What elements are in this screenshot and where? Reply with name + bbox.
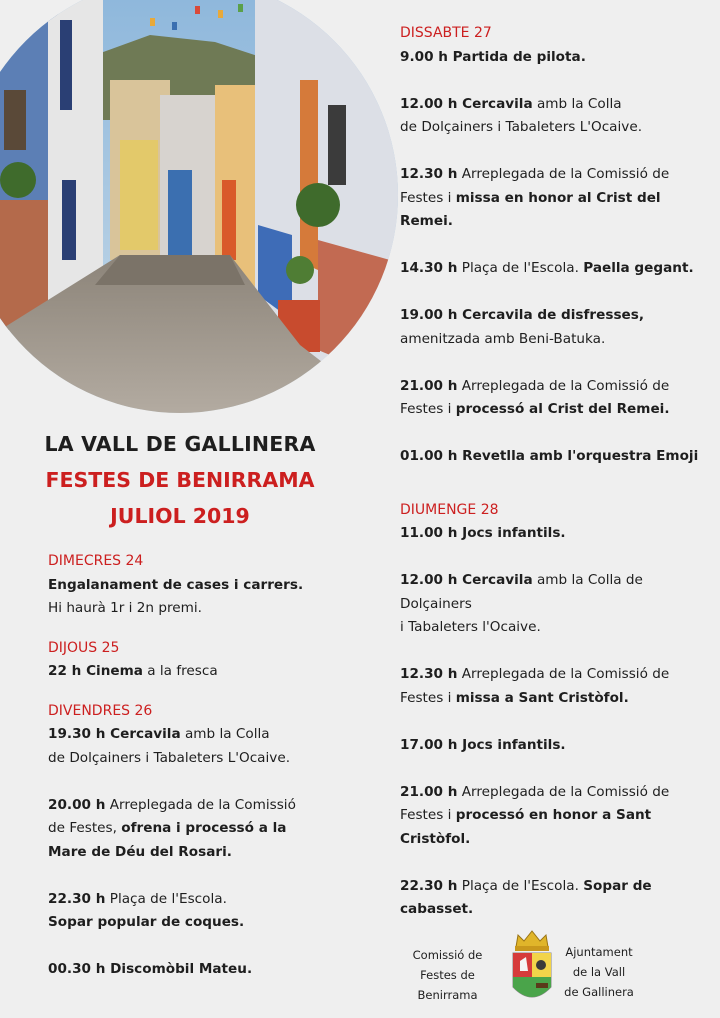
event-text: i Tabaleters l'Ocaive. bbox=[400, 619, 541, 635]
event-line bbox=[48, 794, 348, 818]
event-line bbox=[400, 375, 715, 399]
event-text-bold: missa a Sant Cristòfol. bbox=[455, 689, 629, 706]
event-line bbox=[48, 888, 348, 912]
schedule-event bbox=[400, 781, 715, 852]
event-text-bold: 20.00 h bbox=[48, 796, 106, 813]
day-section bbox=[48, 550, 348, 621]
day-heading: DIMECRES 24 bbox=[48, 553, 144, 569]
town-council-credit bbox=[558, 942, 640, 1002]
event-text-bold: ofrena i processó a la bbox=[121, 820, 287, 836]
village-street-photo bbox=[0, 0, 400, 422]
schedule-event bbox=[48, 794, 348, 865]
day-heading: DIJOUS 25 bbox=[48, 639, 120, 656]
event-text-bold: Cercavila bbox=[110, 726, 181, 742]
event-text: Festes i bbox=[400, 807, 456, 823]
event-line bbox=[48, 574, 348, 598]
event-text-bold: processó en honor a Sant bbox=[455, 807, 652, 823]
schedule-event bbox=[400, 734, 715, 758]
event-text-bold: Paella gegant. bbox=[583, 260, 694, 276]
event-text: Arreplegada de la Comissió bbox=[105, 796, 296, 813]
event-line bbox=[48, 723, 348, 747]
event-text: de Dolçainers i Tabaleters L'Ocaive. bbox=[48, 749, 291, 766]
commission-line: Comissió de bbox=[412, 948, 483, 962]
event-line bbox=[48, 841, 348, 865]
event-text-bold: 12.00 h Cercavila bbox=[400, 572, 533, 588]
event-text: Festes i bbox=[400, 189, 456, 206]
event-line bbox=[400, 163, 715, 187]
event-text-bold: 12.30 h bbox=[400, 166, 458, 182]
event-text-bold: 17.00 h Jocs infantils. bbox=[400, 736, 566, 753]
event-text: Arreplegada de la Comissió de bbox=[457, 783, 670, 800]
event-line bbox=[400, 328, 715, 352]
council-line: Ajuntament bbox=[565, 945, 633, 959]
event-text-bold: 11.00 h Jocs infantils. bbox=[400, 525, 566, 541]
event-line bbox=[400, 304, 715, 328]
event-line bbox=[400, 781, 715, 805]
event-text: Plaça de l'Escola. bbox=[457, 260, 584, 276]
event-text-bold: 12.30 h bbox=[400, 666, 458, 682]
commission-line: Festes de bbox=[420, 968, 475, 982]
schedule-event bbox=[48, 660, 348, 684]
day-section bbox=[400, 499, 715, 922]
event-text-bold: 01.00 h Revetlla amb l'orquestra Emoji bbox=[400, 448, 699, 464]
day-heading: DIUMENGE 28 bbox=[400, 501, 499, 518]
schedule-event bbox=[400, 93, 715, 140]
event-line bbox=[400, 93, 715, 117]
event-text: amb la Colla bbox=[180, 726, 270, 742]
schedule-event bbox=[400, 304, 715, 351]
right-schedule-column bbox=[400, 22, 715, 922]
event-text-bold: 22 h bbox=[48, 663, 87, 679]
event-text: Plaça de l'Escola. bbox=[105, 890, 227, 907]
event-text-bold: missa en honor al Crist del Remei. bbox=[400, 189, 661, 229]
schedule-event bbox=[400, 569, 715, 640]
event-text: de Festes, bbox=[48, 820, 122, 836]
schedule-event bbox=[400, 522, 715, 546]
event-text-bold: Mare de Déu del Rosari. bbox=[48, 843, 232, 860]
event-text: Plaça de l'Escola. bbox=[457, 877, 584, 894]
day-section bbox=[48, 637, 348, 684]
event-text-bold: Sopar de bbox=[583, 877, 652, 894]
event-text: Festes i bbox=[400, 401, 456, 417]
council-line: de Gallinera bbox=[564, 985, 634, 999]
event-text: de Dolçainers i Tabaleters L'Ocaive. bbox=[400, 119, 643, 135]
event-text: amb la Colla de bbox=[532, 572, 643, 588]
event-text: a la fresca bbox=[142, 663, 218, 679]
event-line bbox=[400, 569, 715, 593]
schedule-event bbox=[48, 574, 348, 621]
schedule-event bbox=[400, 257, 715, 281]
schedule-event bbox=[400, 163, 715, 234]
schedule-event bbox=[48, 888, 348, 935]
commission-credit bbox=[405, 945, 490, 1005]
event-line bbox=[48, 958, 348, 982]
schedule-event bbox=[400, 445, 715, 469]
event-line bbox=[400, 734, 715, 758]
event-text-bold: 22.30 h bbox=[400, 877, 458, 894]
day-heading: DISSABTE 27 bbox=[400, 25, 492, 41]
festival-title: FESTES DE BENIRRAMA bbox=[45, 468, 315, 492]
event-line bbox=[400, 522, 715, 546]
event-text-bold: Cinema bbox=[86, 663, 143, 679]
schedule-event bbox=[400, 375, 715, 422]
event-text-bold: processó al Crist del Remei. bbox=[455, 401, 670, 417]
event-text: Hi haurà 1r i 2n premi. bbox=[48, 600, 202, 616]
event-line bbox=[400, 687, 715, 711]
event-text-bold: 19.00 h Cercavila de disfresses, bbox=[400, 307, 645, 323]
event-text-bold: Sopar popular de coques. bbox=[48, 914, 245, 930]
event-text-bold: 14.30 h bbox=[400, 260, 458, 276]
event-text: Arreplegada de la Comissió de bbox=[457, 377, 670, 394]
event-line bbox=[400, 804, 715, 828]
event-line bbox=[400, 398, 715, 422]
event-line bbox=[400, 616, 715, 640]
event-line bbox=[400, 187, 715, 234]
event-line bbox=[400, 828, 715, 852]
event-text: Dolçainers bbox=[400, 595, 472, 612]
event-text: Arreplegada de la Comissió de bbox=[457, 166, 670, 182]
town-title: LA VALL DE GALLINERA bbox=[44, 432, 316, 456]
schedule-event bbox=[48, 723, 348, 770]
schedule-event bbox=[400, 46, 715, 70]
event-line bbox=[48, 817, 348, 841]
schedule-event bbox=[400, 875, 715, 922]
event-text-bold: 21.00 h bbox=[400, 377, 458, 394]
event-line bbox=[48, 747, 348, 771]
commission-line: Benirrama bbox=[417, 988, 478, 1002]
event-text: amb la Colla bbox=[532, 95, 622, 112]
event-text-bold: cabasset. bbox=[400, 901, 474, 917]
event-line bbox=[48, 660, 348, 684]
event-line bbox=[400, 663, 715, 687]
event-text-bold: 21.00 h bbox=[400, 783, 458, 800]
event-line bbox=[400, 116, 715, 140]
event-text-bold: 9.00 h Partida de pilota. bbox=[400, 48, 586, 65]
event-line bbox=[400, 593, 715, 617]
event-text-bold: 12.00 h Cercavila bbox=[400, 95, 533, 112]
day-section bbox=[48, 700, 348, 982]
event-line bbox=[48, 911, 348, 935]
event-line bbox=[48, 597, 348, 621]
schedule-event bbox=[48, 958, 348, 982]
event-text: amenitzada amb Beni-Batuka. bbox=[400, 330, 606, 347]
event-text-bold: Cristòfol. bbox=[400, 830, 471, 847]
event-line bbox=[400, 46, 715, 70]
event-text: Arreplegada de la Comissió de bbox=[457, 666, 670, 682]
council-line: de la Vall bbox=[572, 965, 626, 979]
event-line bbox=[400, 445, 715, 469]
schedule-event bbox=[400, 663, 715, 710]
event-text-bold: 22.30 h bbox=[48, 890, 106, 907]
event-text-bold: 00.30 h Discomòbil Mateu. bbox=[48, 961, 253, 977]
coat-of-arms-icon bbox=[508, 927, 556, 1007]
left-schedule-column bbox=[48, 550, 348, 982]
day-heading: DIVENDRES 26 bbox=[48, 702, 153, 719]
event-line bbox=[400, 898, 715, 922]
festival-date: JULIOL 2019 bbox=[110, 504, 250, 528]
event-text-bold: 19.30 h bbox=[48, 726, 111, 742]
event-text-bold: Engalanament de cases i carrers. bbox=[48, 576, 304, 593]
day-section bbox=[400, 22, 715, 469]
event-line bbox=[400, 257, 715, 281]
event-text: Festes i bbox=[400, 689, 456, 706]
event-line bbox=[400, 875, 715, 899]
